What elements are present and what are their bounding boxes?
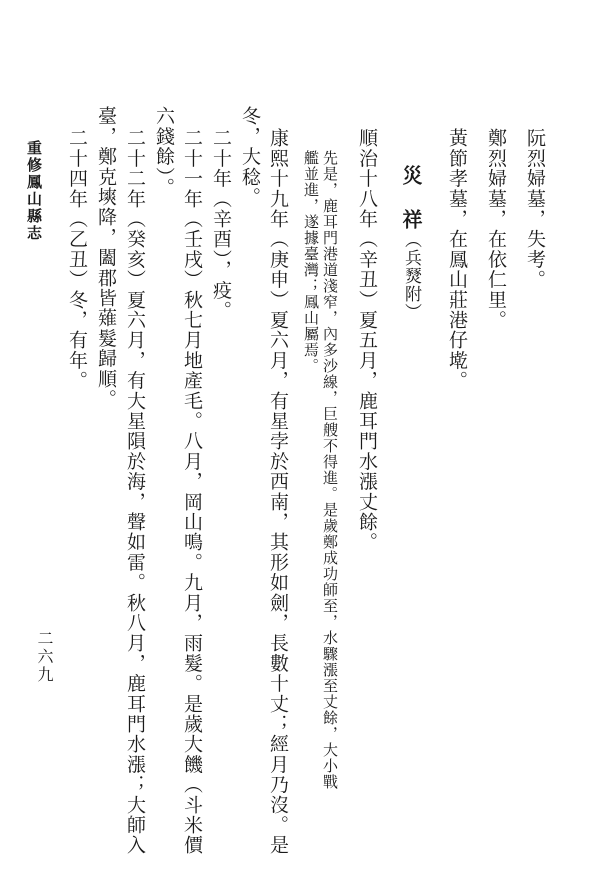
entry-kangxi-22-cont: 臺，鄭克塽降，闔郡皆薙髮歸順。 <box>95 106 117 409</box>
entry-shunzhi-18-note-2: 艦並進，遂據臺灣；鳳山屬焉。 <box>302 150 320 374</box>
section-heading <box>401 165 421 321</box>
entry-kangxi-19-cont: 冬，大稔。 <box>239 106 261 207</box>
page-number: 二六九 <box>35 630 54 684</box>
tomb-entry-2: 鄭烈婦墓，在依仁里。 <box>485 128 507 330</box>
section-subtitle: （兵燹附） <box>401 231 421 321</box>
entry-kangxi-20: 二十年（辛酉），疫。 <box>210 128 232 321</box>
entry-kangxi-24: 二十四年（乙丑）冬，有年。 <box>66 128 88 391</box>
book-title: 重修鳳山縣志 <box>25 140 43 242</box>
entry-kangxi-21-cont: 六錢餘）。 <box>153 106 175 198</box>
tomb-entry-1: 阮烈婦墓，失考。 <box>524 128 546 290</box>
entry-shunzhi-18-note-1: 先是，鹿耳門港道淺窄，內多沙線，巨艘不得進。是歲鄭成功師至，水驟漲至丈餘，大小戰 <box>321 150 339 790</box>
entry-shunzhi-18: 順治十八年（辛丑）夏五月，鹿耳門水漲丈餘。 <box>356 128 378 553</box>
entry-kangxi-21: 二十一年（壬戌）秋七月地產毛。八月，岡山鳴。九月，雨髮。是歲大饑（斗米價 <box>181 128 203 856</box>
entry-kangxi-19: 康熙十九年（庚申）夏六月，有星孛於西南，其形如劍，長數十丈；經月乃沒。是 <box>267 128 289 856</box>
tomb-entry-3: 黃節孝墓，在鳳山莊港仔墘。 <box>446 128 468 391</box>
section-title: 災 祥 <box>399 165 423 231</box>
entry-kangxi-22: 二十二年（癸亥）夏六月，有大星隕於海，聲如雷。秋八月，鹿耳門水漲；大師入 <box>124 128 146 856</box>
